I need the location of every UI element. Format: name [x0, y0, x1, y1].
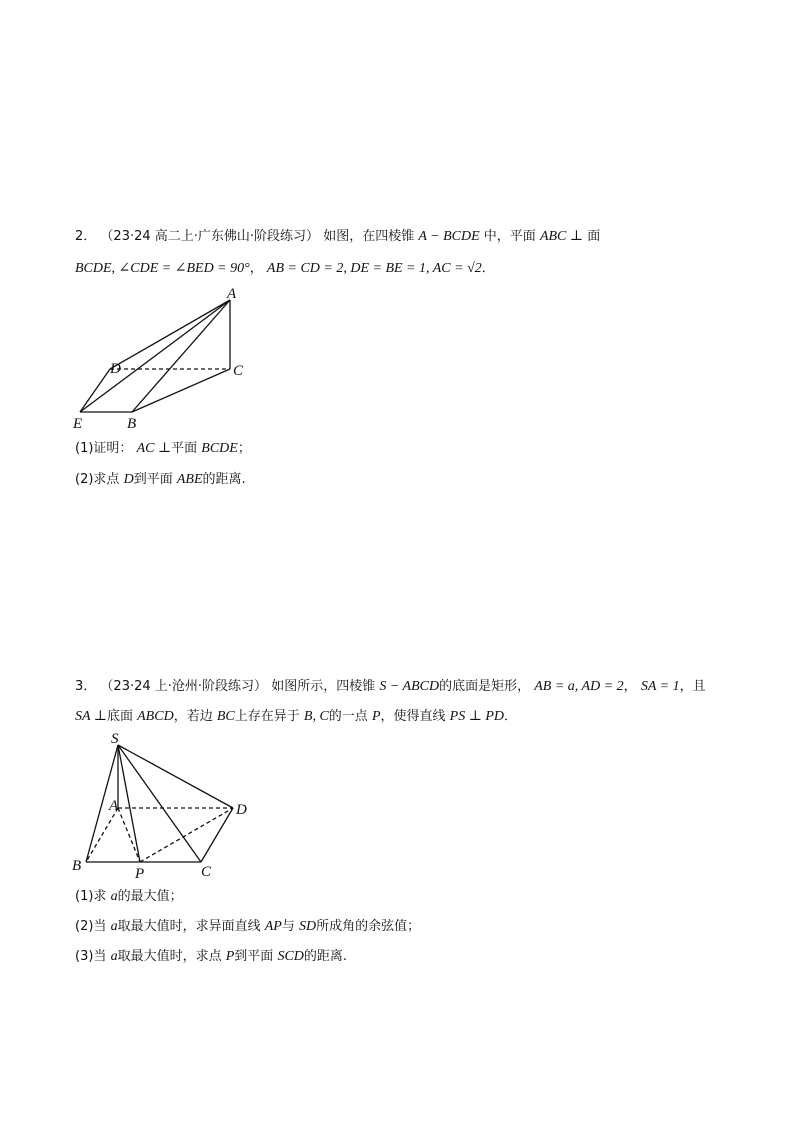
- p3-q2-text3: 与: [281, 919, 295, 934]
- p3-q3-text: 当: [93, 949, 107, 964]
- edge-ab: [132, 300, 230, 412]
- q2-text2: 到平面: [133, 472, 173, 487]
- p3-q2-math2: AP: [264, 919, 282, 934]
- problem2-number: 2．: [75, 229, 97, 244]
- problem2-angle-conditions: BCDE, ∠CDE = ∠BED = 90°: [75, 261, 250, 276]
- p3-q3-text2: 取最大值时，求点: [117, 949, 222, 964]
- problem2-question-2: [75, 470, 246, 490]
- q2-number: (2): [75, 472, 94, 487]
- problem3-end: ．: [504, 709, 518, 724]
- problem2-stem-text-b: 中，平面: [483, 229, 536, 244]
- p3-q3-math: a: [110, 949, 118, 964]
- edge-pd-hidden: [140, 808, 233, 862]
- p3-q2-text: 当: [93, 919, 107, 934]
- label-a: A: [227, 286, 237, 302]
- q2-math2: ABE: [176, 472, 203, 487]
- problem3-question-1: [75, 887, 183, 907]
- label-c: C: [201, 864, 212, 880]
- problem3-line2-text2: ，若边: [173, 709, 213, 724]
- problem3-stem-line2: [75, 707, 517, 727]
- q2-text3: 的距离.: [202, 472, 246, 487]
- problem3-figure: [68, 730, 258, 880]
- problem2-source: （23·24 高二上·广东佛山·阶段练习）: [100, 229, 320, 244]
- p3-q3-text3: 到平面: [234, 949, 274, 964]
- edge-sd: [118, 745, 233, 808]
- edge-sc: [118, 745, 201, 862]
- p3-q1-math: a: [110, 889, 118, 904]
- problem3-pyramid: S − ABCD: [379, 679, 440, 694]
- p3-q3-text4: 的距离.: [303, 949, 348, 964]
- label-c: C: [233, 363, 244, 379]
- problem3-dims: AB = a, AD = 2: [534, 679, 624, 694]
- problem3-stem-text: 如图所示，四棱锥: [271, 679, 376, 694]
- q1-math2: BCDE: [201, 441, 238, 456]
- q1-text2: 平面: [171, 441, 198, 456]
- problem2-plane-abc: ABC ⊥: [539, 229, 584, 244]
- problem2-stem-text: 如图，在四棱锥: [323, 229, 415, 244]
- label-d: D: [236, 802, 247, 818]
- edge-ap-hidden: [118, 808, 140, 862]
- label-a: A: [109, 798, 119, 814]
- label-b: B: [72, 858, 82, 874]
- label-d: D: [110, 361, 121, 377]
- edge-ed: [80, 369, 110, 412]
- problem3-line2-text4: 的一点: [328, 709, 368, 724]
- problem3-sa-perp: SA ⊥: [75, 709, 107, 724]
- problem3-p: P: [371, 709, 381, 724]
- q1-number: (1): [75, 441, 94, 456]
- problem2-sep: ，: [249, 261, 263, 276]
- q1-end: ；: [237, 441, 251, 456]
- problem3-question-3: [75, 947, 347, 967]
- label-p: P: [135, 866, 145, 880]
- edge-ab-hidden: [86, 808, 118, 862]
- problem2-stem-line2: [75, 259, 495, 279]
- problem3-perp: PS ⊥ PD: [449, 709, 505, 724]
- q2-text: 求点: [93, 472, 120, 487]
- problem3-source: （23·24 上·沧州·阶段练习）: [100, 679, 268, 694]
- problem2-stem-text-c: 面: [587, 229, 601, 244]
- problem3-number: 3．: [75, 679, 97, 694]
- p3-q2-math: a: [110, 919, 118, 934]
- q1-math: AC ⊥: [136, 441, 172, 456]
- problem2-figure: [70, 282, 260, 432]
- problem3-bc: BC: [216, 709, 235, 724]
- problem3-base: ABCD: [137, 709, 174, 724]
- problem3-stem-text-b: 的底面是矩形，: [439, 679, 531, 694]
- p3-q2-text2: 取最大值时，求异面直线: [117, 919, 261, 934]
- problem3-question-2: [75, 917, 420, 937]
- problem2-stem-line1: [75, 227, 600, 247]
- p3-q1-number: (1): [75, 889, 94, 904]
- edge-ad: [110, 300, 230, 369]
- q2-math: D: [123, 472, 134, 487]
- problem3-bc2: B, C: [303, 709, 329, 724]
- problem3-line2-text3: 上存在异于: [234, 709, 300, 724]
- problem3-sa: SA = 1: [640, 679, 680, 694]
- edge-bc: [132, 369, 230, 412]
- edge-ae: [80, 300, 230, 412]
- edge-cd: [201, 808, 233, 862]
- label-e: E: [73, 416, 83, 432]
- problem3-stem-line1: [75, 677, 706, 697]
- p3-q2-text4: 所成角的余弦值；: [316, 919, 421, 934]
- label-b: B: [127, 416, 137, 432]
- problem3-line2-text: 底面: [106, 709, 133, 724]
- problem3-line2-text5: ，使得直线: [380, 709, 446, 724]
- problem3-stem-text-c: ，且: [679, 679, 706, 694]
- problem2-end: ．: [481, 261, 495, 276]
- problem2-length-conditions: AB = CD = 2, DE = BE = 1, AC = √2: [266, 261, 482, 276]
- p3-q3-number: (3): [75, 949, 94, 964]
- p3-q2-number: (2): [75, 919, 94, 934]
- label-s: S: [111, 731, 119, 747]
- q1-text: 证明：: [93, 441, 133, 456]
- problem2-pyramid: A − BCDE: [418, 229, 480, 244]
- p3-q1-text: 求: [93, 889, 107, 904]
- p3-q2-math3: SD: [299, 919, 317, 934]
- p3-q1-text2: 的最大值；: [117, 889, 183, 904]
- problem2-question-1: [75, 439, 251, 459]
- problem3-sep: ，: [623, 679, 637, 694]
- p3-q3-math3: SCD: [277, 949, 304, 964]
- p3-q3-math2: P: [225, 949, 235, 964]
- edge-sp: [118, 745, 140, 862]
